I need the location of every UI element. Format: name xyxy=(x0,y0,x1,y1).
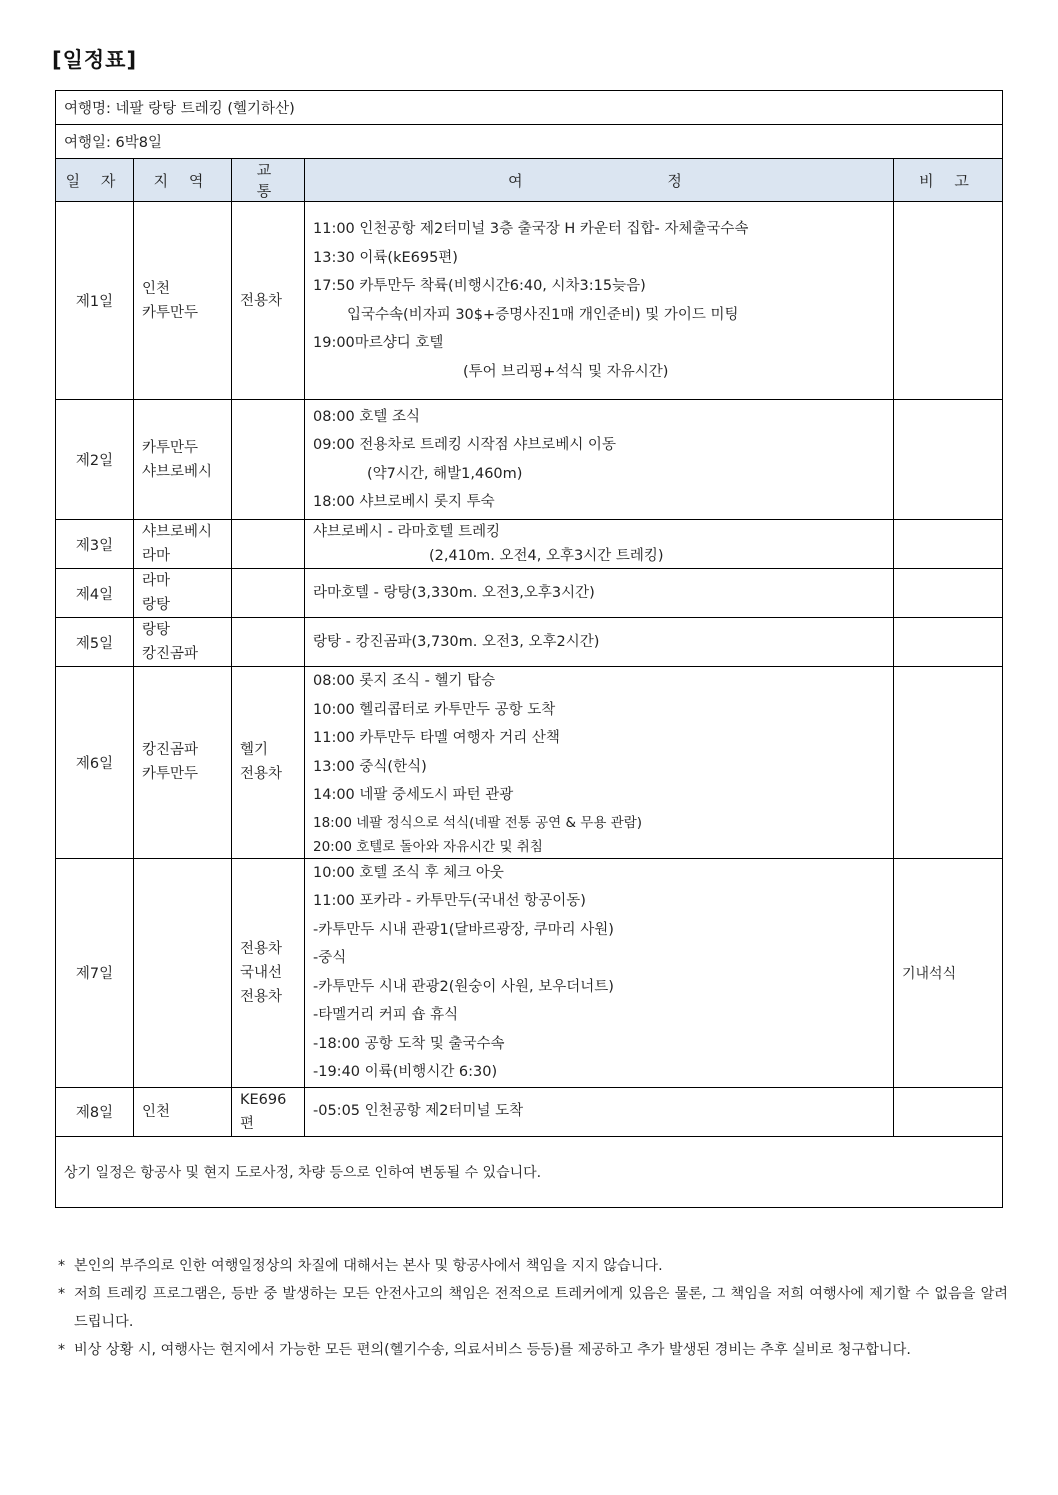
itinerary-cell xyxy=(305,858,894,1087)
itinerary-line: (약7시간, 해발1,460m) xyxy=(367,465,523,482)
itinerary-line: 11:00 포카라 - 카투만두(국내선 항공이동) xyxy=(313,893,586,909)
day-cell: 제1일 xyxy=(56,202,134,400)
note-cell xyxy=(894,1087,1003,1136)
region-text: 카투만두 xyxy=(142,439,199,456)
region-text: 라마 xyxy=(142,548,171,564)
footnote-item xyxy=(58,1252,1008,1280)
table-row xyxy=(56,667,1003,859)
region-text: 인천 xyxy=(142,280,171,297)
bullet-star-icon: * xyxy=(58,1258,66,1274)
itinerary-line: 20:00 호텔로 돌아와 자유시간 및 취침 xyxy=(313,838,543,855)
day-cell: 제6일 xyxy=(56,667,134,859)
region-cell xyxy=(134,400,232,520)
itinerary-cell xyxy=(305,667,894,859)
itinerary-line: 샤브로베시 - 라마호텔 트레킹 xyxy=(313,524,501,540)
region-cell xyxy=(134,618,232,667)
region-text: 카투만두 xyxy=(142,304,199,321)
itinerary-line: 13:30 이륙(kE695편) xyxy=(313,249,458,266)
table-note: 상기 일정은 항공사 및 현지 도로사정, 차량 등으로 인하여 변동될 수 있습니다. xyxy=(56,1136,1003,1207)
footnote-text: 비상 상황 시, 여행사는 현지에서 가능한 모든 편의(헬기수송, 의료서비스 등등)를 제공하고 추가 발생된 경비는 추후 실비로 청구합니다. xyxy=(74,1342,911,1358)
footnote-text: 저희 트레킹 프로그램은, 등반 중 발생하는 모든 안전사고의 책임은 전적으로 트레커에게 있음은 물론, 그 책임을 저희 여행사에 제기할 수 없음을 알려드립니다. xyxy=(74,1286,1008,1330)
trip-dates: 여행일: 6박8일 xyxy=(56,125,1003,159)
itinerary-cell xyxy=(305,202,894,400)
transport-cell xyxy=(232,667,305,859)
header-transport: 교 통 xyxy=(232,159,305,202)
itinerary-line: 10:00 헬리콥터로 카투만두 공항 도착 xyxy=(313,701,556,718)
region-text: 인천 xyxy=(142,1103,171,1120)
day-cell: 제5일 xyxy=(56,618,134,667)
note-cell xyxy=(894,400,1003,520)
note-cell xyxy=(894,202,1003,400)
table-row xyxy=(56,400,1003,520)
itinerary-line: (투어 브리핑+석식 및 자유시간) xyxy=(463,363,669,380)
itinerary-line: 랑탕 - 캉진곰파(3,730m. 오전3, 오후2시간) xyxy=(313,633,600,650)
transport-cell xyxy=(232,202,305,400)
itinerary-cell xyxy=(305,1087,894,1136)
transport-text: 국내선 xyxy=(240,964,283,981)
header-row xyxy=(56,159,1003,202)
transport-cell xyxy=(232,858,305,1087)
page-title: [일정표] xyxy=(52,48,138,72)
itinerary-line: 18:00 샤브로베시 롯지 투숙 xyxy=(313,494,495,510)
itinerary-line: 11:00 카투만두 타멜 여행자 거리 산책 xyxy=(313,730,560,746)
itinerary-line: 17:50 카투만두 착륙(비행시간6:40, 시차3:15늦음) xyxy=(313,278,646,294)
itinerary-line: 13:00 중식(한식) xyxy=(313,758,427,775)
header-note: 비 고 xyxy=(894,159,1003,202)
note-cell xyxy=(894,667,1003,859)
day-cell: 제7일 xyxy=(56,858,134,1087)
transport-cell xyxy=(232,400,305,520)
itinerary-line: 11:00 인천공항 제2터미널 3층 출국장 H 카운터 집합- 자체출국수속 xyxy=(313,221,749,237)
itinerary-line: 08:00 호텔 조식 xyxy=(313,408,421,425)
itinerary-line: 19:00마르샹디 호텔 xyxy=(313,335,444,351)
day-cell: 제4일 xyxy=(56,569,134,618)
transport-cell xyxy=(232,520,305,569)
itinerary-line: 09:00 전용차로 트레킹 시작점 샤브로베시 이동 xyxy=(313,437,616,453)
region-text: 카투만두 xyxy=(142,766,199,783)
region-cell xyxy=(134,569,232,618)
region-text: 라마 xyxy=(142,573,171,589)
itinerary-line: -18:00 공항 도착 및 출국수속 xyxy=(313,1035,505,1052)
note-cell xyxy=(894,618,1003,667)
transport-text: 헬기 xyxy=(240,742,269,759)
day-cell: 제8일 xyxy=(56,1087,134,1136)
table-row xyxy=(56,858,1003,1087)
itinerary-line: -카투만두 시내 관광1(달바르광장, 쿠마리 사원) xyxy=(313,921,614,938)
footnote-item xyxy=(58,1280,1008,1336)
transport-text: 전용차 xyxy=(240,940,283,957)
region-cell xyxy=(134,858,232,1087)
itinerary-line: -19:40 이륙(비행시간 6:30) xyxy=(313,1064,498,1080)
region-text: 랑탕 xyxy=(142,622,171,638)
itinerary-cell xyxy=(305,400,894,520)
itinerary-line: -카투만두 시내 관광2(원숭이 사원, 보우더너트) xyxy=(313,978,614,995)
table-note-row xyxy=(56,1136,1003,1207)
table-row xyxy=(56,1087,1003,1136)
note-cell xyxy=(894,569,1003,618)
itinerary-line: 14:00 네팔 중세도시 파턴 관광 xyxy=(313,787,514,803)
region-cell xyxy=(134,1087,232,1136)
itinerary-line: 입국수속(비자피 30$+증명사진1매 개인준비) 및 가이드 미팅 xyxy=(347,306,739,323)
itinerary-line: 라마호텔 - 랑탕(3,330m. 오전3,오후3시간) xyxy=(313,584,595,601)
footnote-text: 본인의 부주의로 인한 여행일정상의 차질에 대해서는 본사 및 항공사에서 책임을 지지 않습니다. xyxy=(74,1258,663,1274)
trip-name: 여행명: 네팔 랑탕 트레킹 (헬기하산) xyxy=(56,91,1003,125)
header-itinerary: 여 정 xyxy=(305,159,894,202)
region-cell xyxy=(134,202,232,400)
day-cell: 제2일 xyxy=(56,400,134,520)
transport-cell xyxy=(232,569,305,618)
itinerary-cell xyxy=(305,618,894,667)
transport-cell xyxy=(232,1087,305,1136)
transport-text: 전용차 xyxy=(240,766,283,783)
region-text: 캉진곰파 xyxy=(142,646,199,662)
bullet-star-icon: * xyxy=(58,1286,66,1302)
bullet-star-icon: * xyxy=(58,1342,66,1358)
table-row xyxy=(56,520,1003,569)
note-cell: 기내석식 xyxy=(894,858,1003,1087)
itinerary-line: 10:00 호텔 조식 후 체크 아웃 xyxy=(313,864,504,881)
footnotes xyxy=(58,1252,1008,1364)
itinerary-cell xyxy=(305,569,894,618)
transport-cell xyxy=(232,618,305,667)
itinerary-line: -05:05 인천공항 제2터미널 도착 xyxy=(313,1103,524,1120)
transport-text: 전용차 xyxy=(240,988,283,1005)
itinerary-line: -타멜거리 커피 숍 휴식 xyxy=(313,1007,459,1023)
note-cell xyxy=(894,520,1003,569)
itinerary-line: 18:00 네팔 정식으로 석식(네팔 전통 공연 & 무용 관람) xyxy=(313,814,643,831)
itinerary-cell xyxy=(305,520,894,569)
region-text: 샤브로베시 xyxy=(142,524,213,540)
table-row xyxy=(56,202,1003,400)
region-text: 캉진곰파 xyxy=(142,742,199,759)
itinerary-line: (2,410m. 오전4, 오후3시간 트레킹) xyxy=(429,548,664,564)
transport-text: 전용차 xyxy=(240,292,283,309)
region-cell xyxy=(134,520,232,569)
region-text: 샤브로베시 xyxy=(142,463,213,480)
header-region: 지 역 xyxy=(134,159,232,202)
itinerary-line: 08:00 롯지 조식 - 헬기 탑승 xyxy=(313,673,496,689)
table-row xyxy=(56,618,1003,667)
region-text: 랑탕 xyxy=(142,597,171,613)
day-cell: 제3일 xyxy=(56,520,134,569)
transport-text: KE696 xyxy=(240,1091,287,1108)
transport-text: 편 xyxy=(240,1115,255,1132)
footnote-item xyxy=(58,1336,1008,1364)
header-day: 일 자 xyxy=(56,159,134,202)
region-cell xyxy=(134,667,232,859)
itinerary-line: -중식 xyxy=(313,950,347,966)
table-row xyxy=(56,569,1003,618)
itinerary-table xyxy=(55,90,1003,1208)
